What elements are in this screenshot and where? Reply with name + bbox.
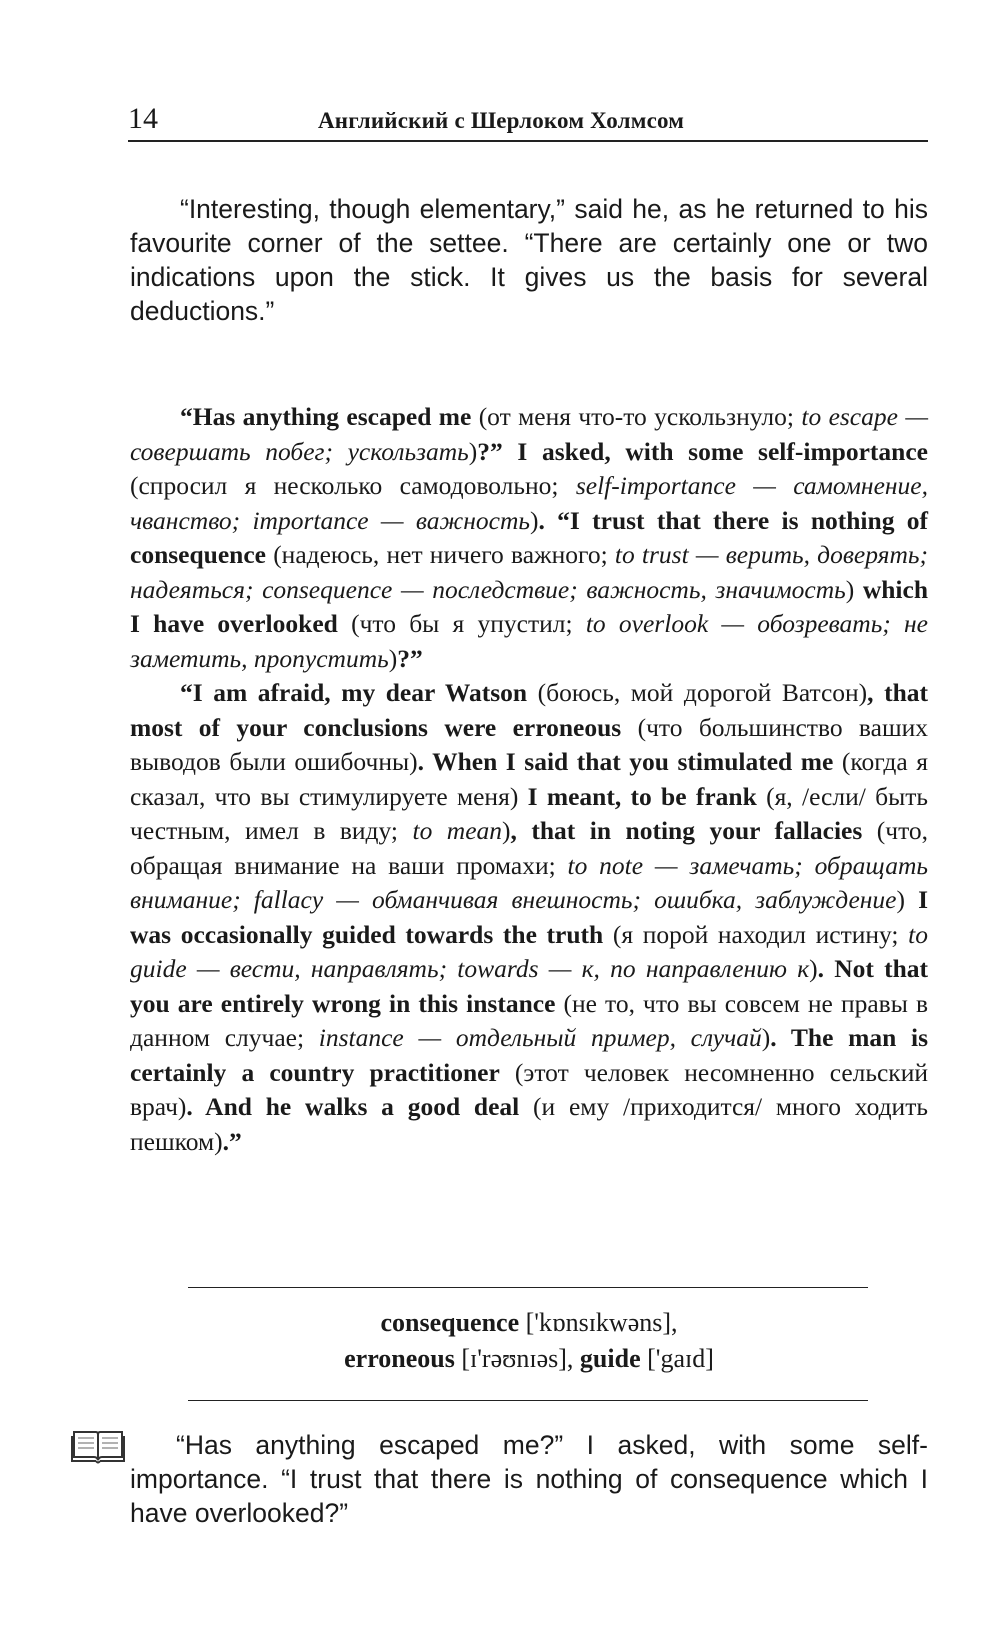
english-phrase: , that in noting your fallacies [510,816,863,845]
annotated-text [130,400,928,1159]
translation: ) [502,816,511,845]
vocabulary-note: self-importance — самомнение, чванство; importance — важность [130,471,928,535]
vocabulary-note: to mean [412,816,503,845]
english-phrase: .” [222,1126,242,1156]
transcription: ['kɒnsɪkwəns], [519,1308,678,1337]
english-phrase: . The man is certainly a country practitioner [130,1023,929,1087]
open-book-icon [70,1426,126,1466]
intro-paragraph: “Interesting, though elementary,” said he, as he returned to his favourite corner of the settee. “There are certainly one or two indications upon the stick. It gives us the basis for several deductions.” [130,194,928,326]
english-phrase: . Not that you are entirely wrong in this instance [130,954,929,1018]
vocab-word: guide [579,1344,641,1373]
pronunciation-box [130,1305,928,1377]
english-phrase: “Has anything escaped me [180,402,472,431]
vocabulary-note: to guide — вести, направлять; towards — к, по направлению к [130,919,928,983]
summary-paragraph: “Has anything escaped me?” I asked, with some self-importance. “I trust that there is nothing of consequence which I have overlooked?” [130,1430,928,1528]
english-phrase: ?” I asked, with some self-importance [477,436,928,466]
translation: ) [529,505,539,535]
english-phrase: I meant, to be frank [527,781,757,811]
english-phrase: , that most of your conclusions were erroneous [130,678,928,742]
translation: ) [896,885,919,914]
translation: ) [468,436,478,466]
english-phrase: . “I trust that there is nothing of consequence [130,505,928,569]
translation: ) [761,1023,771,1052]
vocab-word: erroneous [344,1344,455,1373]
translation: (боюсь, мой дорогой Ватсон) [527,678,868,707]
english-phrase: I was occasionally guided towards the truth [130,885,929,949]
vocabulary-note: to trust — верить, доверять; надеяться; consequence — последствие; важность, значимость [130,540,928,604]
vocabulary-note: instance — отдельный пример, случай [318,1023,762,1052]
translation: (надеюсь, нет ничего важного; [266,540,615,569]
annotated-paragraph [130,400,928,676]
translation: (не то, что вы совсем не правы в данном случае; [130,988,928,1052]
pronunciation-line [130,1341,928,1377]
translation: (что большинство ваших выводов были ошибочны) [130,712,928,776]
page-number: 14 [128,102,158,135]
transcription: [ɪ'rəʊnɪəs], [454,1344,580,1373]
divider-bottom [188,1400,868,1401]
translation: (что, обращая внимание на ваши промахи; [130,816,929,880]
translation: (я, /если/ быть честным, имел в виду; [130,781,928,845]
translation: (когда я сказал, что вы стимулируете меня) [130,747,929,811]
english-phrase: . When I said that you stimulated me [417,747,834,776]
english-phrase: which I have overlooked [130,574,929,638]
translation: (я порой находил истину; [603,919,909,949]
transcription: ['gaɪd] [640,1344,714,1373]
annotated-paragraph [130,676,928,1159]
translation: (спросил я несколько самодовольно; [130,471,576,500]
divider-top [188,1287,868,1288]
vocab-word: consequence [380,1308,520,1337]
running-title: Английский с Шерлоком Холмсом [318,108,685,133]
translation: ) [388,643,398,673]
translation: (что бы я упустил; [337,609,586,638]
english-phrase: ?” [397,643,423,673]
vocabulary-note: to escape — совершать побег; ускользать [130,402,928,466]
english-phrase: “I am afraid, my dear Watson [180,678,528,707]
translation: (от меня что-то ускользнуло; [471,402,802,431]
translation: ) [845,574,863,604]
pronunciation-line [130,1305,928,1341]
vocabulary-note: to note — замечать; обращать внимание; fallacy — обманчивая внешность; ошибка, заблуждение [130,850,928,914]
vocabulary-note: to overlook — обозревать; не заметить, пропустить [130,609,929,673]
english-phrase: . And he walks a good deal [186,1092,520,1121]
translation: (и ему /приходится/ много ходить пешком) [130,1092,928,1156]
page-header [128,100,928,142]
translation: (этот человек несомненно сельский врач) [130,1057,928,1121]
translation: ) [809,954,818,983]
